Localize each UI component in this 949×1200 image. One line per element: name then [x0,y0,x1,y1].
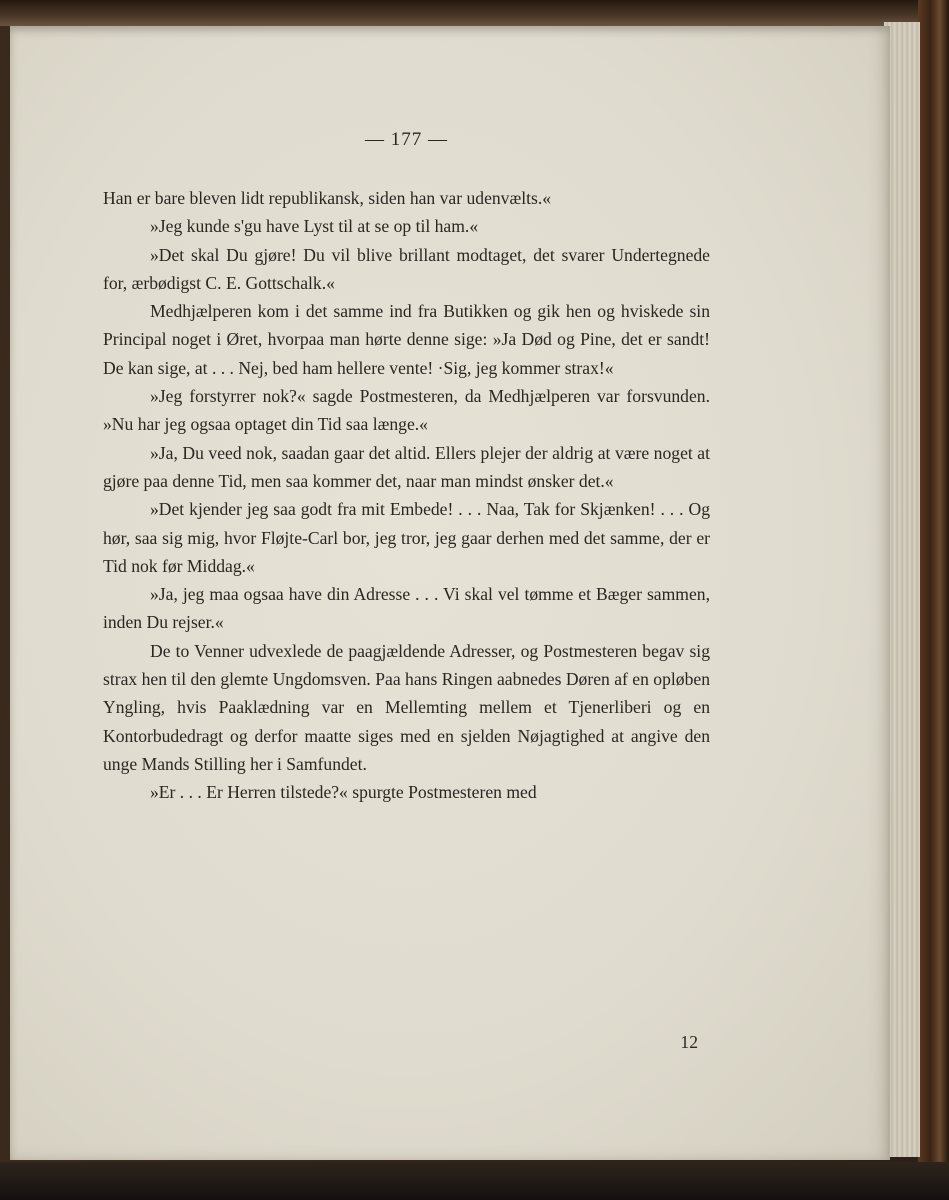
body-text [103,184,710,807]
paragraph-6: »Ja, Du veed nok, saadan gaar det altid. Ellers plejer der aldrig at være noget at gjøre paa denne Tid, men saa kommer det, naar man mindst ønsker det.« [103,442,710,491]
paragraph-5: »Jeg forstyrrer nok?« sagde Postmesteren, da Medhjælperen var forsvunden. »Nu har jeg ogsaa optaget din Tid saa længe.« [103,386,710,435]
paragraph-1: Han er bare bleven lidt republikansk, siden han var udenvælts.« [103,188,552,208]
paragraph-9: De to Venner udvexlede de paagjældende Adresser, og Postmesteren begav sig strax hen til den glemte Ungdomsven. Paa hans Ringen aabnedes Døren af en opløben Yngling, hvis Paaklædning var en Mellemting mellem et Tjenerliberi og en Kontorbudedragt og derfor maatte siges med en sjelden Nøjagtighed at angive den unge Mands Stilling her i Samfundet. [103,640,710,774]
book-binding [918,0,949,1200]
paragraph-2: »Jeg kunde s'gu have Lyst til at se op til ham.« [150,216,479,237]
paragraph-8: »Ja, jeg maa ogsaa have din Adresse . . . Vi skal vel tømme et Bæger sammen, inden Du rejser.« [103,584,710,633]
bottom-book-edge [0,1162,949,1200]
paragraph-10: »Er . . . Er Herren tilstede?« spurgte Postmesteren med [150,782,537,803]
page-sheet [10,26,890,1160]
paragraph-3: »Det skal Du gjøre! Du vil blive brillant modtaget, det svarer Undertegnede for, ærbødigst C. E. Gottschalk.« [103,244,710,293]
top-book-edge [0,0,949,26]
paragraph-4: Medhjælperen kom i det samme ind fra Butikken og gik hen og hviskede sin Principal noget i Øret, hvorpaa man hørte denne sige: »Ja Død og Pine, det er sandt! De kan sige, at . . . Nej, bed ham hellere vente! ·Sig, jeg kommer strax!« [103,301,710,378]
signature-mark: 12 [680,1032,698,1052]
paragraph-7: »Det kjender jeg saa godt fra mit Embede! . . . Naa, Tak for Skjænken! . . . Og hør, saa sig mig, hvor Fløjte-Carl bor, jeg tror, jeg gaar derhen med det samme, der er Tid nok før Middag.« [103,499,710,576]
page-number: — 177 — [365,129,448,150]
